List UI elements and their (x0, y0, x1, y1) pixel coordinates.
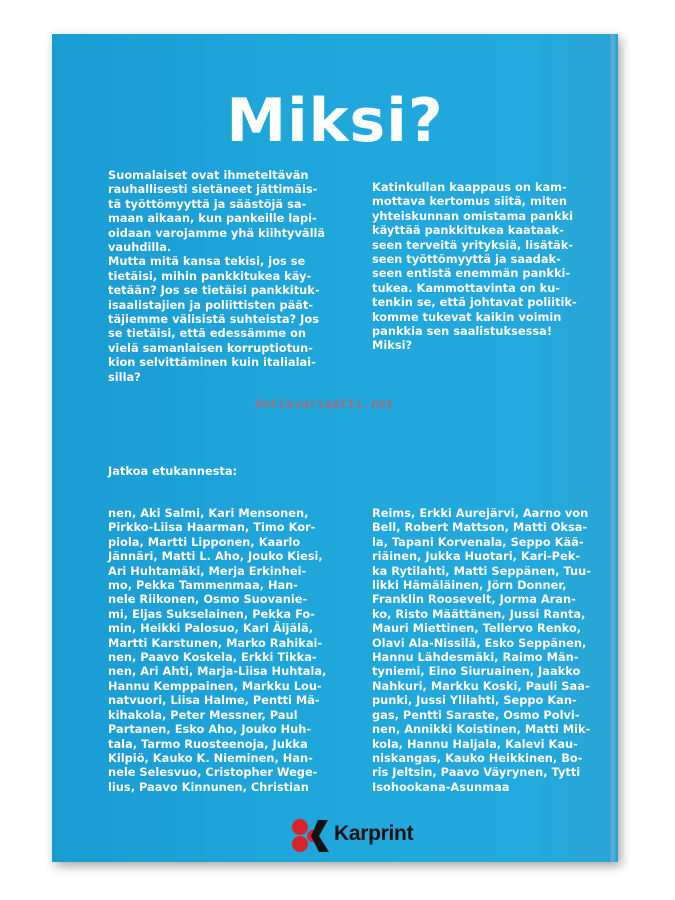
publisher-logo (288, 816, 498, 858)
intro-right-paragraph: Katinkullan kaappaus on kam- mottava kertomus siitä, miten yhteiskunnan omistama pankki käyttää pankkitukea kaataak- seen terveitä yrityksiä, lisätäk- seen työttömyyttä ja saadak- seen entistä enemmän pankki- tukea. Kammottavinta on ku- tenkin se, että johtavat poliitik- komme tukevat kaikin voimin pankkia sen saalistuksessa! Miksi? (372, 180, 577, 353)
intro-text-left (108, 168, 346, 384)
intro-left-paragraph: Suomalaiset ovat ihmeteltävän rauhallisesti sietäneet jättimäis- tä työttömyyttä ja säästöjä sa- maan aikaan, kun pankeille lapi- oidaan varojamme yhä kiihtyvällä vauhdilla. Mutta mitä kansa tekisi, jos se tietäisi, mihin pankkitukea käy- tetään? Jos se tietäisi pankkituk- isaalistajien ja poliittisten päät- täjiemme välisistä suhteista? Jos se tietäisi, että edessämme on vielä samanlaisen korruptiotun- kion selvittäminen kuin italialai- silla? (108, 168, 326, 384)
names-left-text: nen, Aki Salmi, Kari Mensonen, Pirkko-Liisa Haarman, Timo Kor- piola, Martti Lipponen, Kaarlo Jännäri, Matti L. Aho, Jouko Kiesi, Ari Huhtamäki, Merja Erkinhei- mo, Pekka Tammenmaa, Han- nele Riikonen, Osmo Suovanie- mi, Eljas Sukselainen, Pekka Fo- min, Heikki Palosuo, Kari Äijälä, Martti Karstunen, Marko Rahikai- nen, Paavo Koskela, Erkki Tikka- nen, Ari Ahti, Marja-Liisa Huhtala, Hannu Kemppainen, Markku Lou- natvuori, Liisa Halme, Pentti Mä- kihakola, Peter Messner, Paul Partanen, Esko Aho, Jouko Huh- tala, Tarmo Ruosteenoja, Jukka Kilpiö, Kauko K. Nieminen, Han- nele Selesvuo, Cristopher Wege- lius, Paavo Kinnunen, Christian (108, 506, 327, 794)
continued-label-text: Jatkoa etukannesta: (108, 464, 238, 478)
book-back-cover (52, 34, 618, 862)
continued-label (108, 464, 338, 478)
publisher-name: Karprint (334, 822, 414, 845)
watermark-text: Antikvariaatti.net (255, 397, 395, 411)
names-right-text: Reims, Erkki Aurejärvi, Aarno von Bell, Robert Mattson, Matti Oksa- la, Tapani Korvenala, Seppo Kää- riäinen, Jukka Huotari, Kari-Pek- ka Rytilahti, Matti Seppänen, Tuu- likki Hämäläinen, Jörn Donner, Franklin Roosevelt, Jorma Aran- ko, Risto Määttänen, Jussi Ranta, Mauri Miettinen, Tellervo Renko, Olavi Ala-Nissilä, Esko Seppänen, Hannu Lähdesmäki, Raimo Män- tyniemi, Eino Siuruainen, Jaakko Nahkuri, Markku Koski, Pauli Saa- punki, Jussi Ylilahti, Seppo Kan- gas, Pentti Saraste, Osmo Polvi- nen, Annikki Koistinen, Matti Mik- kola, Hannu Haljala, Kalevi Kau- niskangas, Kauko Heikkinen, Bo- ris Jeltsin, Paavo Väyrynen, Tytti Isohookana-Asunmaa (372, 506, 592, 794)
karprint-mark-icon (288, 816, 332, 858)
intro-text-right (372, 180, 618, 353)
cover-title: Miksi? (226, 86, 444, 156)
names-list-left (108, 506, 348, 794)
names-list-right (372, 506, 618, 794)
